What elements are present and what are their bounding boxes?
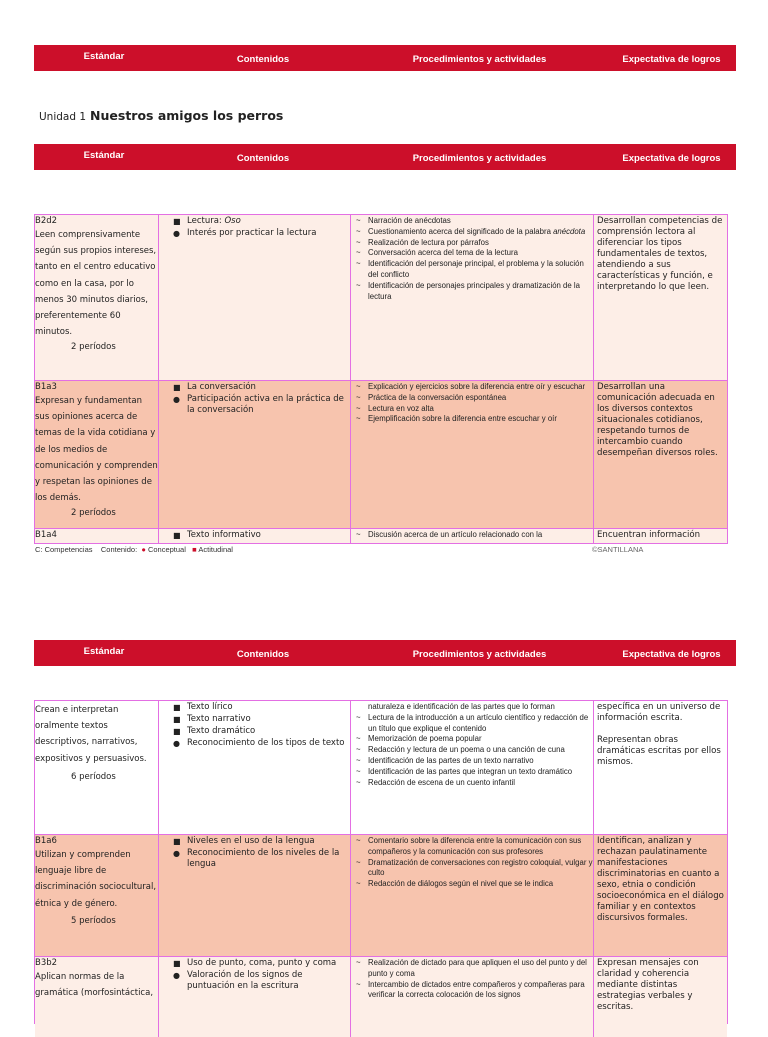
square-bullet-icon: ■ <box>173 837 181 846</box>
standard-text: Leen comprensivamente según sus propios intereses, tanto en el centro educativo como en la casa, por lo menos 30 minutos diarios, preferentemente 60 minutos. <box>35 230 157 338</box>
standard-cell <box>35 529 159 543</box>
procedure-item: ~ Explicación y ejercicios sobre la diferencia entre oír y escuchar <box>356 382 586 391</box>
curriculum-table <box>34 700 728 1024</box>
standard-text: Expresan y fundamentan sus opiniones acerca de temas de la vida cotidiana y de los medios de comunicación y comprenden y respetan las opiniones de los demás. <box>35 396 158 504</box>
expectation-text: Desarrollan competencias de comprensión lectora al diferenciar los tipos fundamentales de textos, atendiendo a sus características y función, e interpretando lo que leen. <box>597 216 723 292</box>
procedure-item: ~ Redacción de diálogos según el nivel que se le indica <box>356 879 554 889</box>
content-item: ● Valoración de los signos de puntuación en la escritura <box>173 970 303 991</box>
expectation-text: Identifican, analizan y rechazan paulatinamente manifestaciones discriminatorias en cuanto a sexo, etnia o condición socioeconómica en el diálogo familiar y en contextos discursivos formales. <box>597 836 724 923</box>
procedures-cell <box>351 835 594 956</box>
standard-text: Crean e interpretan oralmente textos descriptivos, narrativos, expositivos y persuasivos. <box>35 705 147 764</box>
procedure-item: ~ Discusión acerca de un artículo relacionado con la <box>356 530 543 539</box>
unit-label: Unidad 1 <box>39 111 87 123</box>
content-item: ■ Uso de punto, coma, punto y coma <box>173 958 337 968</box>
procedure-item: ~ Memorización de poema popular <box>356 734 482 744</box>
table-row <box>35 957 727 1037</box>
header-standard: Estándar <box>83 646 125 657</box>
tilde-bullet-icon: ~ <box>356 403 361 413</box>
table-header <box>34 45 736 71</box>
contents-cell <box>159 835 351 956</box>
tilde-bullet-icon: ~ <box>356 745 361 755</box>
header-contents: Contenidos <box>236 649 290 660</box>
expectation-cell <box>594 957 727 1037</box>
procedure-item: ~ Narración de anécdotas <box>356 216 451 225</box>
contents-cell <box>159 381 351 528</box>
legend <box>35 545 233 554</box>
contents-cell <box>159 701 351 834</box>
procedures-cell <box>351 957 594 1037</box>
header-procedures: Procedimientos y actividades <box>412 649 547 660</box>
table-row <box>35 381 727 529</box>
tilde-bullet-icon: ~ <box>356 280 361 290</box>
procedures-cell <box>351 701 594 834</box>
tilde-bullet-icon: ~ <box>356 248 361 258</box>
procedure-item: ~ Lectura en voz alta <box>356 403 434 413</box>
square-bullet-icon: ■ <box>173 383 181 392</box>
header-contents: Contenidos <box>236 54 290 65</box>
periods: 5 períodos <box>71 915 116 926</box>
procedure-item: ~ Identificación de personajes principales y dramatización de la lectura <box>356 280 580 301</box>
standard-cell <box>35 701 159 834</box>
tilde-bullet-icon: ~ <box>356 226 361 236</box>
square-bullet-icon: ■ <box>173 703 181 712</box>
tilde-bullet-icon: ~ <box>356 979 361 989</box>
standard-code: B3b2 <box>35 958 58 968</box>
procedure-item: ~ Identificación de las partes de un texto narrativo <box>356 755 534 765</box>
square-bullet-icon: ■ <box>173 959 181 968</box>
expectation-cell <box>594 381 727 528</box>
procedure-item: ~ Comentario sobre la diferencia entre la comunicación con sus compañeros y la comunicación con sus profesores <box>356 836 582 856</box>
procedure-item: ~ Ejemplificación sobre la diferencia entre escuchar y oír <box>356 414 557 424</box>
table-row <box>35 529 727 543</box>
content-item: ● Reconocimiento de los niveles de la lengua <box>173 848 340 869</box>
expectation-cell <box>594 529 727 543</box>
periods: 2 períodos <box>71 508 116 519</box>
contents-cell <box>159 529 351 543</box>
tilde-bullet-icon: ~ <box>356 958 361 967</box>
expectation-text: Encuentran información <box>597 530 701 540</box>
content-item: ● Reconocimiento de los tipos de texto <box>173 738 345 748</box>
table-row <box>35 215 727 381</box>
tilde-bullet-icon: ~ <box>356 755 361 765</box>
procedure-item: ~ Práctica de la conversación espontánea <box>356 392 507 402</box>
tilde-bullet-icon: ~ <box>356 734 361 744</box>
procedure-item: ~ Redacción y lectura de un poema o una canción de cuna <box>356 745 565 755</box>
header-procedures: Procedimientos y actividades <box>412 54 547 65</box>
procedure-item: naturaleza e identificación de las partes que lo forman <box>368 702 555 711</box>
tilde-bullet-icon: ~ <box>356 879 361 889</box>
procedure-item: ~ Realización de dictado para que apliquen el uso del punto y del punto y coma <box>356 958 587 978</box>
procedure-item: ~ Cuestionamiento acerca del significado de la palabra anécdota <box>356 226 586 236</box>
square-bullet-icon: ■ <box>173 217 181 226</box>
procedure-item: ~ Dramatización de conversaciones con registro coloquial, vulgar y culto <box>356 857 593 878</box>
dot-bullet-icon: ● <box>173 395 180 404</box>
table-header <box>34 640 736 666</box>
procedure-item: ~ Lectura de la introducción a un artículo científico y redacción de un título que explique el contenido <box>356 712 589 733</box>
expectation-cell <box>594 835 727 956</box>
procedure-item: ~ Intercambio de dictados entre compañeros y compañeras para verificar la correcta colocación de los signos <box>356 979 585 1000</box>
table-row <box>35 835 727 957</box>
procedure-item: ~ Identificación del personaje principal, el problema y la solución del conflicto <box>356 259 584 279</box>
standard-cell <box>35 957 159 1037</box>
tilde-bullet-icon: ~ <box>356 237 361 247</box>
tilde-bullet-icon: ~ <box>356 414 361 424</box>
dot-bullet-icon: ● <box>141 545 146 554</box>
content-item: ■ Texto narrativo <box>173 714 251 724</box>
content-item: ■ Texto informativo <box>173 530 261 540</box>
legend-contenido: Contenido: <box>100 545 138 554</box>
procedures-cell <box>351 529 594 543</box>
standard-cell <box>35 381 159 528</box>
unit-title: Nuestros amigos los perros <box>90 108 284 123</box>
tilde-bullet-icon: ~ <box>356 259 361 269</box>
content-item: ■ Lectura: Oso <box>173 216 241 226</box>
periods: 2 períodos <box>71 342 116 353</box>
header-expectations: Expectativa de logros <box>622 54 721 65</box>
square-bullet-icon: ■ <box>173 715 181 724</box>
periods: 6 períodos <box>71 771 116 782</box>
header-contents: Contenidos <box>236 153 290 164</box>
expectation-text: Expresan mensajes con claridad y coherencia mediante distintas estrategias verbales y escritas. <box>597 958 699 1012</box>
tilde-bullet-icon: ~ <box>356 777 361 787</box>
legend-actitudinal: Actitudinal <box>198 545 233 554</box>
header-expectations: Expectativa de logros <box>622 153 721 164</box>
content-item: ■ La conversación <box>173 382 256 392</box>
table-header <box>34 144 736 170</box>
square-bullet-icon: ■ <box>173 531 181 540</box>
procedures-cell <box>351 215 594 380</box>
standard-code: B1a6 <box>35 836 57 846</box>
procedures-cell <box>351 381 594 528</box>
header-procedures: Procedimientos y actividades <box>412 153 547 164</box>
dot-bullet-icon: ● <box>173 229 180 238</box>
standard-text: Aplican normas de la gramática (morfosintáctica, <box>35 972 154 999</box>
expectation-cell <box>594 215 727 380</box>
publisher-mark: ©SANTILLANA <box>592 545 644 554</box>
expectation-cell <box>594 701 727 834</box>
dot-bullet-icon: ● <box>173 739 180 748</box>
content-item: ● Interés por practicar la lectura <box>173 228 317 238</box>
content-item: ■ Texto lírico <box>173 702 233 712</box>
standard-text: Utilizan y comprenden lenguaje libre de discriminación sociocultural, étnica y de género. <box>35 850 157 909</box>
tilde-bullet-icon: ~ <box>356 836 361 845</box>
legend-competencias: C: Competencias <box>35 545 93 554</box>
expectation-text: específica en un universo de información escrita. <box>597 702 721 723</box>
header-expectations: Expectativa de logros <box>622 649 721 660</box>
procedure-item: ~ Realización de lectura por párrafos <box>356 237 489 247</box>
expectation-text: Representan obras dramáticas escritas por ellos mismos. <box>597 735 721 767</box>
standard-cell <box>35 215 159 380</box>
procedure-item: ~ Identificación de las partes que integran un texto dramático <box>356 766 573 776</box>
curriculum-table <box>34 214 728 544</box>
tilde-bullet-icon: ~ <box>356 216 361 225</box>
standard-cell <box>35 835 159 956</box>
content-item: ● Participación activa en la práctica de la conversación <box>173 394 344 415</box>
tilde-bullet-icon: ~ <box>356 712 361 722</box>
contents-cell <box>159 957 351 1037</box>
tilde-bullet-icon: ~ <box>356 766 361 776</box>
standard-code: B2d2 <box>35 216 58 226</box>
tilde-bullet-icon: ~ <box>356 857 361 867</box>
dot-bullet-icon: ● <box>173 849 180 858</box>
content-item: ■ Niveles en el uso de la lengua <box>173 836 315 846</box>
legend-conceptual: Conceptual <box>147 545 186 554</box>
dot-bullet-icon: ● <box>173 971 180 980</box>
header-standard: Estándar <box>83 150 125 161</box>
procedure-item: ~ Conversación acerca del tema de la lectura <box>356 248 518 258</box>
standard-code: B1a3 <box>35 382 57 392</box>
content-item: ■ Texto dramático <box>173 726 256 736</box>
table-row <box>35 701 727 835</box>
tilde-bullet-icon: ~ <box>356 392 361 402</box>
header-standard: Estándar <box>83 51 125 62</box>
square-bullet-icon: ■ <box>173 727 181 736</box>
tilde-bullet-icon: ~ <box>356 530 361 539</box>
procedure-item: ~ Redacción de escena de un cuento infantil <box>356 777 515 787</box>
contents-cell <box>159 215 351 380</box>
square-bullet-icon: ■ <box>192 545 197 554</box>
tilde-bullet-icon: ~ <box>356 382 361 391</box>
standard-code: B1a4 <box>35 530 57 540</box>
expectation-text: Desarrollan una comunicación adecuada en los diversos contextos situacionales cotidianos, respetando turnos de intercambio cuando desempeñan diversos roles. <box>597 382 718 458</box>
unit-heading <box>39 108 283 123</box>
